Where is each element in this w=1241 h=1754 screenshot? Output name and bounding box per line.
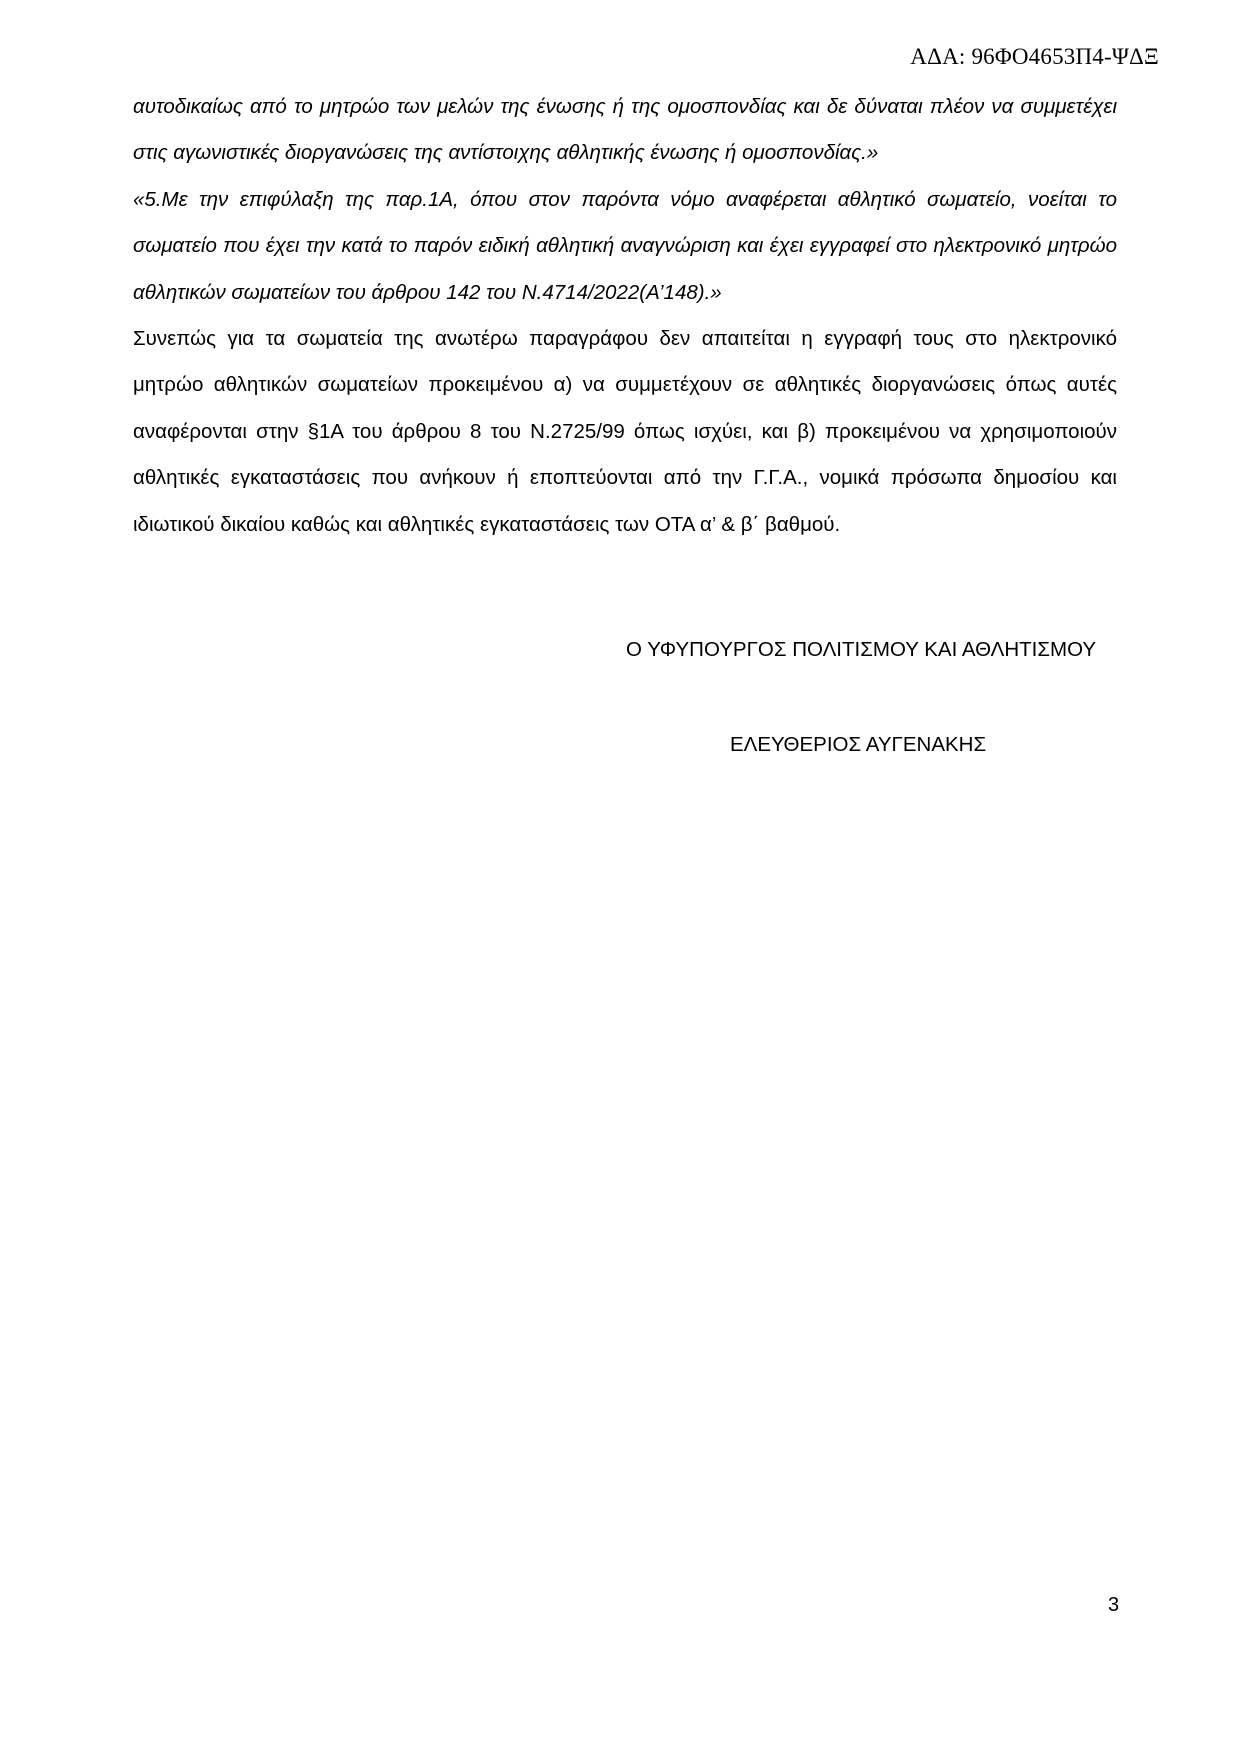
ada-header: ΑΔΑ: 96ΦΟ4653Π4-ΨΔΞ [910,44,1159,69]
conclusion-paragraph: Συνεπώς για τα σωματεία της ανωτέρω παραγράφου δεν απαιτείται η εγγραφή τους στο ηλεκτρονικό μητρώο αθλητικών σωματείων προκειμένου α) να συμμετέχουν σε αθλητικές διοργανώσεις όπως αυτές αναφέρονται στην §1Α του άρθρου 8 του Ν.2725/99 όπως ισχύει, και β) προκειμένου να χρησιμοποιούν αθλητικές εγκαταστάσεις που ανήκουν ή εποπτεύονται από την Γ.Γ.Α., νομικά πρόσωπα δημοσίου και ιδιωτικού δικαίου καθώς και αθλητικές εγκαταστάσεις των ΟΤΑ α’ & β΄ βαθμού. [133,327,1117,536]
signature-title: Ο ΥΦΥΠΟΥΡΓΟΣ ΠΟΛΙΤΙΣΜΟΥ ΚΑΙ ΑΘΛΗΤΙΣΜΟΥ [626,638,1097,661]
quote-paragraph-5: «5.Με την επιφύλαξη της παρ.1Α, όπου στον παρόντα νόμο αναφέρεται αθλητικό σωματείο, νοείται το σωματείο που έχει την κατά το παρόν ειδική αθλητική αναγνώριση και έχει εγγραφεί στο ηλεκτρονικό μητρώο αθλητικών σωματείων του άρθρου 142 του Ν.4714/2022(Α’148).» [133,187,1117,304]
signature-name: ΕΛΕΥΘΕΡΙΟΣ ΑΥΓΕΝΑΚΗΣ [730,733,987,756]
page-number: 3 [1108,1594,1120,1616]
document-body [133,84,1117,548]
quote-continuation: αυτοδικαίως από το μητρώο των μελών της ένωσης ή της ομοσπονδίας και δε δύναται πλέον να συμμετέχει στις αγωνιστικές διοργανώσεις της αντίστοιχης αθλητικής ένωσης ή ομοσπονδίας.» [133,95,1117,165]
